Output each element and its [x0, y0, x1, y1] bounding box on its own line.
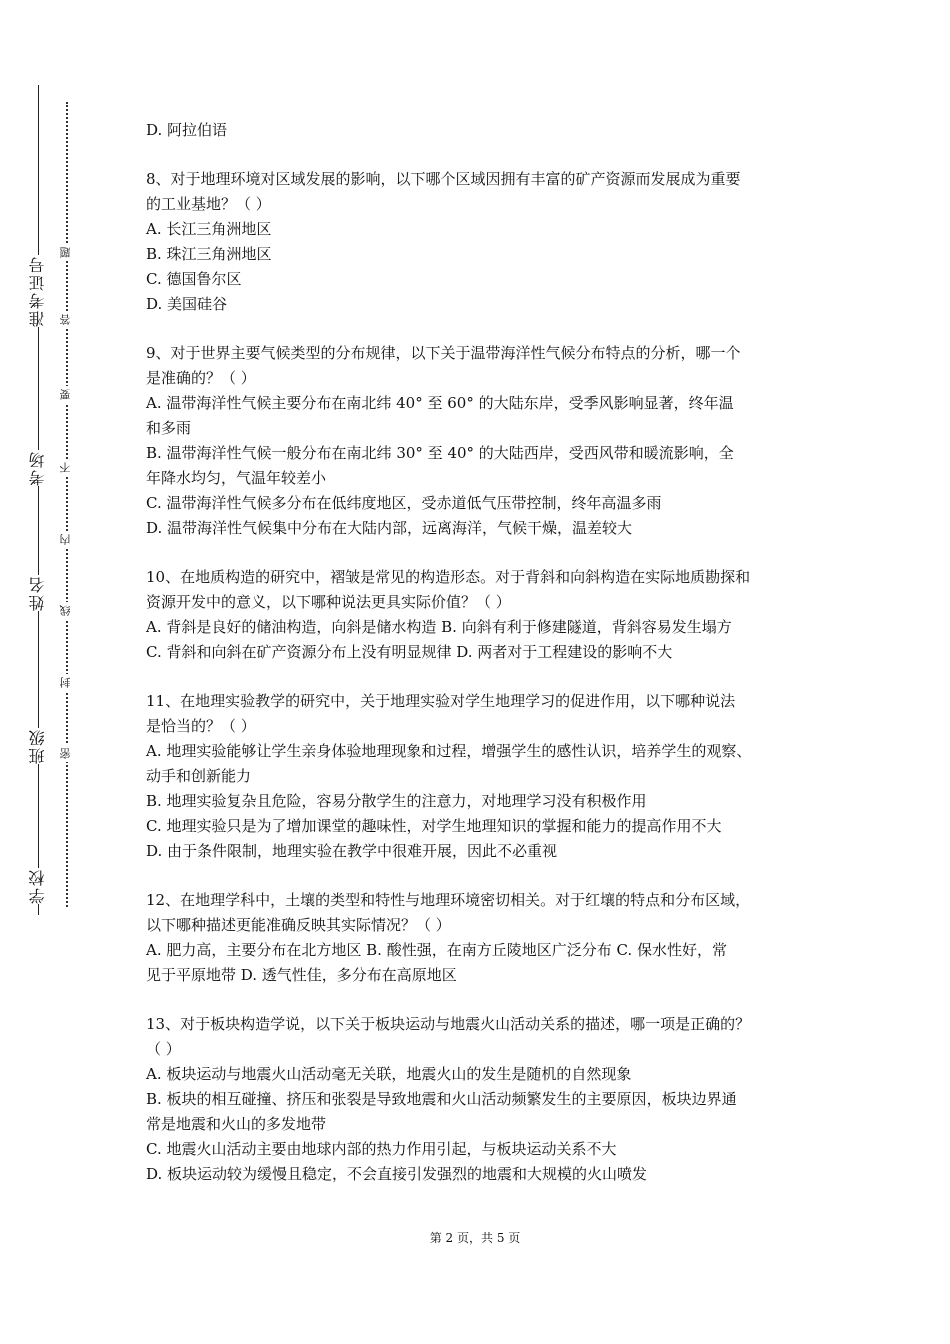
option-line: C. 地震火山活动主要由地球内部的热力作用引起，与板块运动关系不大 — [146, 1140, 617, 1158]
option-line: A. 肥力高，主要分布在北方地区 B. 酸性强，在南方丘陵地区广泛分布 C. 保水性好，常 — [146, 941, 727, 959]
seal-char: 封 — [58, 674, 74, 691]
school-label: 学校 — [26, 868, 50, 904]
binding-margin — [0, 0, 110, 1344]
page-footer: 第 2 页，共 5 页 — [429, 1231, 521, 1245]
option-line: 动手和创新能力 — [146, 767, 252, 785]
seal-char: 内 — [58, 531, 74, 548]
seal-char: 线 — [58, 602, 74, 619]
student-name-label: 姓名 — [26, 575, 50, 611]
question-12 — [146, 888, 816, 988]
question-stem: 12、在地理学科中，土壤的类型和特性与地理环境密切相关。对于红壤的特点和分布区域， — [146, 891, 751, 909]
option-line: C. 温带海洋性气候多分布在低纬度地区，受赤道低气压带控制，终年高温多雨 — [146, 494, 662, 512]
option-line: B. 板块的相互碰撞、挤压和张裂是导致地震和火山活动频繁发生的主要原因，板块边界通 — [146, 1090, 737, 1108]
option-line: A. 板块运动与地震火山活动毫无关联，地震火山的发生是随机的自然现象 — [146, 1065, 632, 1083]
option-line: 常是地震和火山的多发地带 — [146, 1115, 327, 1133]
question-stem: 8、对于地理环境对区域发展的影响，以下哪个区域因拥有丰富的矿产资源而发展成为重要 — [146, 170, 741, 188]
class-label: 班级 — [26, 728, 50, 764]
question-8 — [146, 167, 816, 317]
question-stem: 是恰当的？（ ） — [146, 717, 256, 735]
seal-char: 不 — [58, 459, 74, 476]
question-stem: 11、在地理实验教学的研究中，关于地理实验对学生地理学习的促进作用，以下哪种说法 — [146, 692, 736, 710]
option-line: 年降水均匀，气温年较差小 — [146, 469, 327, 487]
question-stem: 资源开发中的意义，以下哪种说法更具实际价值？（ ） — [146, 593, 511, 611]
option-line: D. 板块运动较为缓慢且稳定，不会直接引发强烈的地震和大规模的火山喷发 — [146, 1165, 648, 1183]
question-13 — [146, 1012, 816, 1187]
binding-dotted-line — [66, 102, 68, 907]
exam-content — [146, 118, 816, 1211]
question-stem: （ ） — [146, 1040, 181, 1058]
option-line: D. 阿拉伯语 — [146, 121, 228, 139]
seal-char: 要 — [58, 386, 74, 403]
question-stem: 9、对于世界主要气候类型的分布规律，以下关于温带海洋性气候分布特点的分析，哪一个 — [146, 344, 741, 362]
option-line: D. 温带海洋性气候集中分布在大陆内部，远离海洋，气候干燥，温差较大 — [146, 519, 633, 537]
option-line: D. 由于条件限制，地理实验在教学中很难开展，因此不必重视 — [146, 842, 558, 860]
option-d-previous — [146, 118, 816, 143]
option-line: 见于平原地带 D. 透气性佳，多分布在高原地区 — [146, 966, 457, 984]
seal-char: 题 — [58, 244, 74, 261]
seal-char: 密 — [58, 745, 74, 762]
option-line: C. 背斜和向斜在矿产资源分布上没有明显规律 D. 两者对于工程建设的影响不大 — [146, 643, 673, 661]
option-line: A. 背斜是良好的储油构造，向斜是储水构造 B. 向斜有利于修建隧道，背斜容易发生塌方 — [146, 618, 732, 636]
seal-char: 答 — [58, 311, 74, 328]
question-stem: 的工业基地？（ ） — [146, 195, 271, 213]
option-line: A. 温带海洋性气候主要分布在南北纬 40° 至 60° 的大陆东岸，受季风影响显著，终年温 — [146, 394, 734, 412]
option-line: B. 温带海洋性气候一般分布在南北纬 30° 至 40° 的大陆西岸，受西风带和暖流影响，全 — [146, 444, 734, 462]
question-11 — [146, 689, 816, 864]
question-9 — [146, 341, 816, 541]
option-line: 和多雨 — [146, 419, 192, 437]
option-line: A. 地理实验能够让学生亲身体验地理现象和过程，增强学生的感性认识，培养学生的观察、 — [146, 742, 752, 760]
question-stem: 10、在地质构造的研究中，褶皱是常见的构造形态。对于背斜和向斜构造在实际地质勘探和 — [146, 568, 751, 586]
question-stem: 以下哪种描述更能准确反映其实际情况？（ ） — [146, 916, 451, 934]
option-line: D. 美国硅谷 — [146, 295, 228, 313]
question-10 — [146, 565, 816, 665]
option-line: A. 长江三角洲地区 — [146, 220, 272, 238]
option-line: C. 德国鲁尔区 — [146, 270, 242, 288]
binding-solid-line — [38, 85, 39, 915]
exam-number-label: 准考证号 — [26, 255, 50, 327]
exam-room-label: 考场 — [26, 450, 50, 486]
option-line: C. 地理实验只是为了增加课堂的趣味性，对学生地理知识的掌握和能力的提高作用不大 — [146, 817, 722, 835]
option-line: B. 珠江三角洲地区 — [146, 245, 272, 263]
question-stem: 13、对于板块构造学说，以下关于板块运动与地震火山活动关系的描述，哪一项是正确的？ — [146, 1015, 751, 1033]
question-stem: 是准确的？（ ） — [146, 369, 256, 387]
option-line: B. 地理实验复杂且危险，容易分散学生的注意力，对地理学习没有积极作用 — [146, 792, 647, 810]
